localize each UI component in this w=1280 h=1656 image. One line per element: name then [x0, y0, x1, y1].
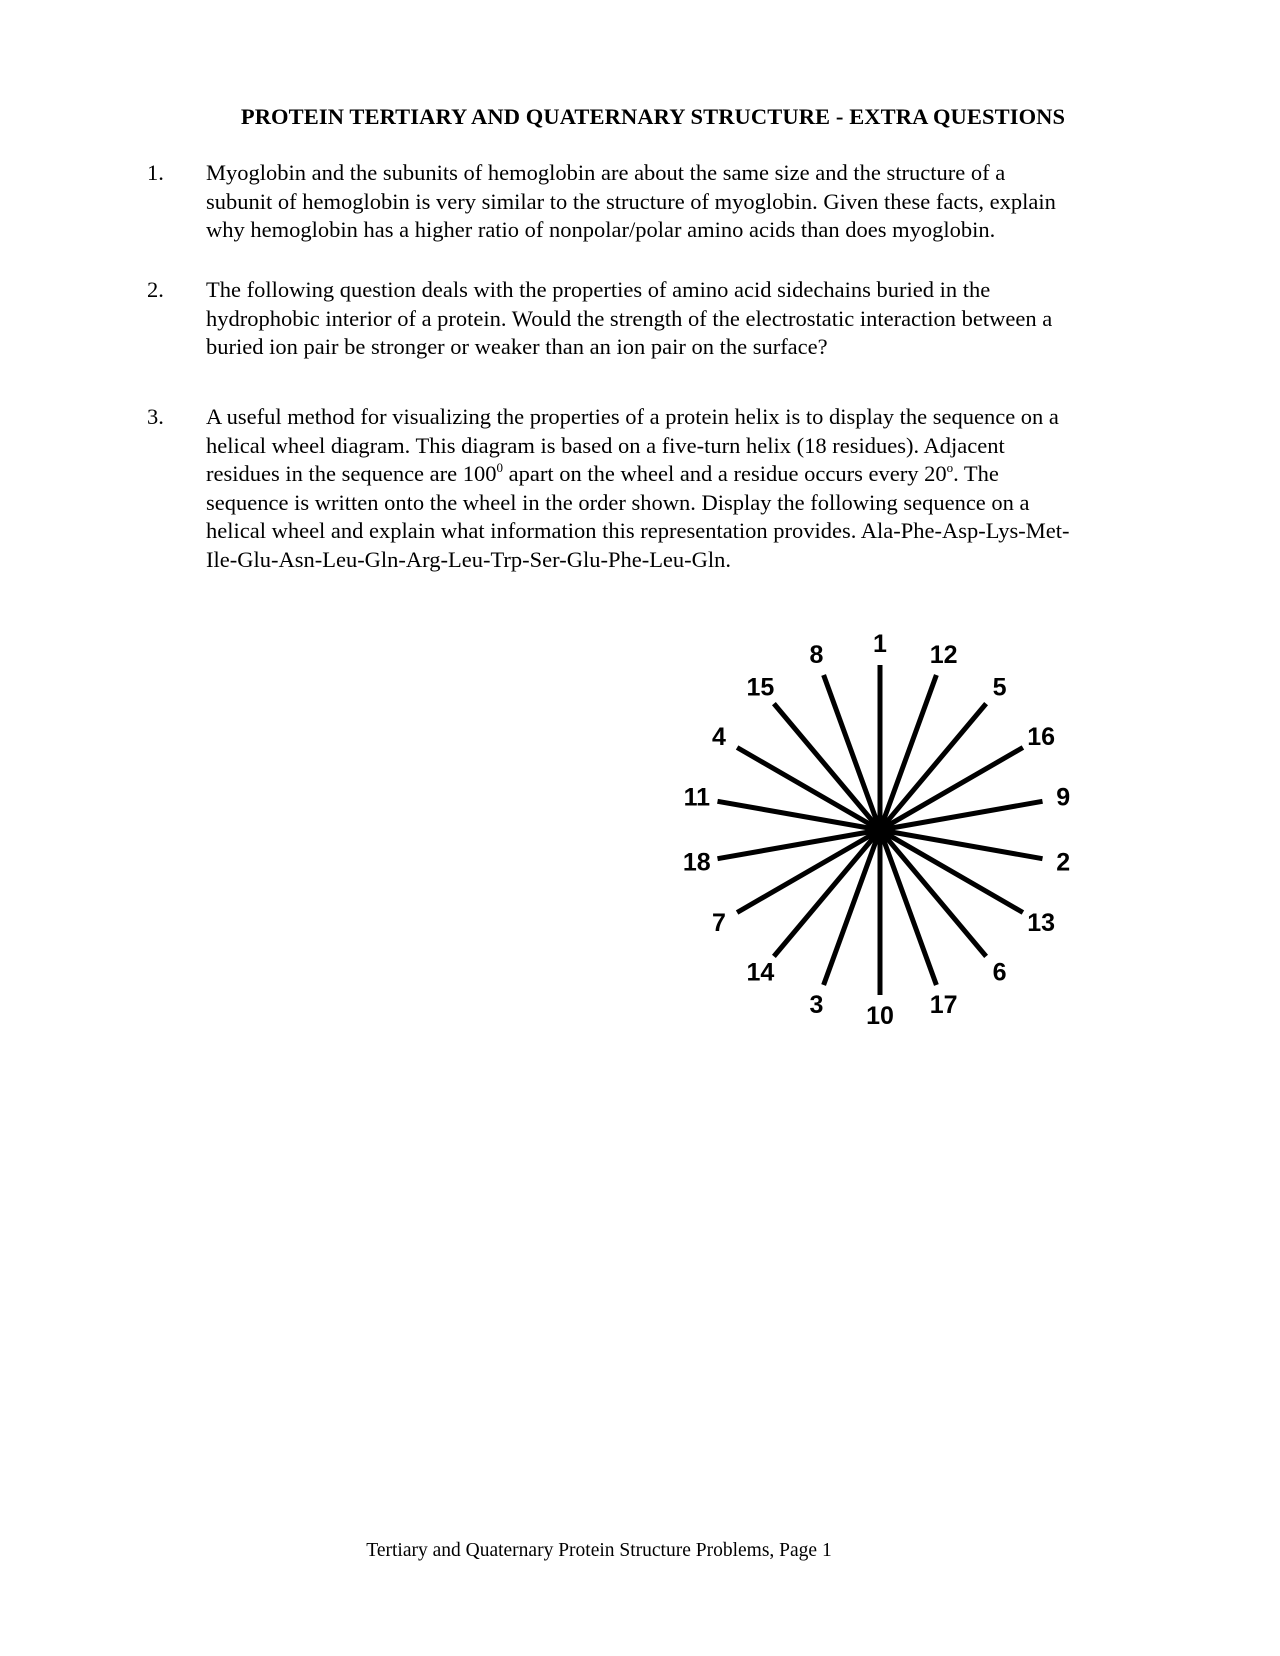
wheel-label: 13	[1027, 909, 1056, 937]
wheel-label: 17	[929, 990, 958, 1019]
question-line: hydrophobic interior of a protein. Would the strength of the electrostatic interaction between a	[206, 305, 1053, 331]
wheel-label: 3	[809, 990, 824, 1019]
wheel-hub	[866, 816, 894, 844]
question-line: subunit of hemoglobin is very similar to the structure of myoglobin. Given these facts, explain	[206, 188, 1056, 214]
wheel-label: 5	[992, 673, 1007, 702]
wheel-label: 10	[866, 1002, 894, 1030]
superscript: o	[946, 460, 954, 475]
question-line: Ile-Glu-Asn-Leu-Gln-Arg-Leu-Trp-Ser-Glu-Phe-Leu-Gln.	[206, 546, 732, 572]
wheel-spoke	[880, 675, 936, 830]
wheel-spoke	[880, 830, 986, 956]
wheel-label: 12	[929, 641, 958, 670]
question-line: sequence is written onto the wheel in the order shown. Display the following sequence on a	[206, 489, 1030, 515]
question-1	[147, 159, 1167, 245]
wheel-spoke	[774, 830, 880, 956]
wheel-label: 18	[682, 848, 711, 877]
helical-wheel-diagram	[660, 610, 1100, 1050]
question-2	[147, 276, 1167, 362]
question-text	[206, 159, 1167, 245]
wheel-label: 2	[1056, 848, 1071, 877]
wheel-label: 9	[1056, 783, 1071, 812]
wheel-label: 14	[746, 958, 775, 987]
wheel-label: 11	[683, 783, 711, 812]
wheel-spoke	[774, 704, 880, 830]
question-number: 1.	[147, 160, 164, 185]
question-line: helical wheel diagram. This diagram is based on a five-turn helix (18 residues). Adjacent	[206, 432, 1005, 458]
question-line: A useful method for visualizing the properties of a protein helix is to display the sequence on a	[206, 404, 1059, 429]
wheel-label: 16	[1027, 723, 1056, 751]
question-segment: residues in the sequence are 100	[206, 461, 497, 486]
wheel-label: 15	[746, 673, 775, 702]
question-line: Myoglobin and the subunits of hemoglobin are about the same size and the structure of a	[206, 160, 1006, 185]
question-line: The following question deals with the properties of amino acid sidechains buried in the	[206, 277, 991, 302]
question-line: helical wheel and explain what information this representation provides. Ala-Phe-Asp-Lys-Met-	[206, 518, 1070, 543]
question-text	[206, 403, 1167, 574]
page-title: PROTEIN TERTIARY AND QUATERNARY STRUCTURE - EXTRA QUESTIONS	[240, 104, 1066, 129]
superscript: 0	[496, 460, 504, 475]
wheel-label: 7	[711, 909, 726, 937]
wheel-spoke	[880, 704, 986, 830]
wheel-spoke	[824, 675, 880, 830]
wheel-spoke	[824, 830, 880, 985]
wheel-spoke	[880, 830, 936, 985]
question-number: 2.	[147, 277, 164, 302]
wheel-label: 4	[711, 723, 726, 751]
wheel-label: 1	[873, 630, 887, 658]
question-text	[206, 276, 1167, 362]
question-number: 3.	[147, 404, 164, 429]
page-footer: Tertiary and Quaternary Protein Structure Problems, Page 1	[366, 1540, 832, 1561]
question-3	[147, 403, 1167, 574]
question-line: why hemoglobin has a higher ratio of nonpolar/polar amino acids than does myoglobin.	[206, 217, 996, 242]
question-line: buried ion pair be stronger or weaker than an ion pair on the surface?	[206, 334, 828, 359]
wheel-label: 6	[992, 958, 1007, 987]
wheel-label: 8	[809, 641, 824, 670]
question-segment: . The	[953, 461, 999, 486]
question-segment: apart on the wheel and a residue occurs every 20	[503, 461, 947, 486]
question-line	[206, 460, 1167, 489]
